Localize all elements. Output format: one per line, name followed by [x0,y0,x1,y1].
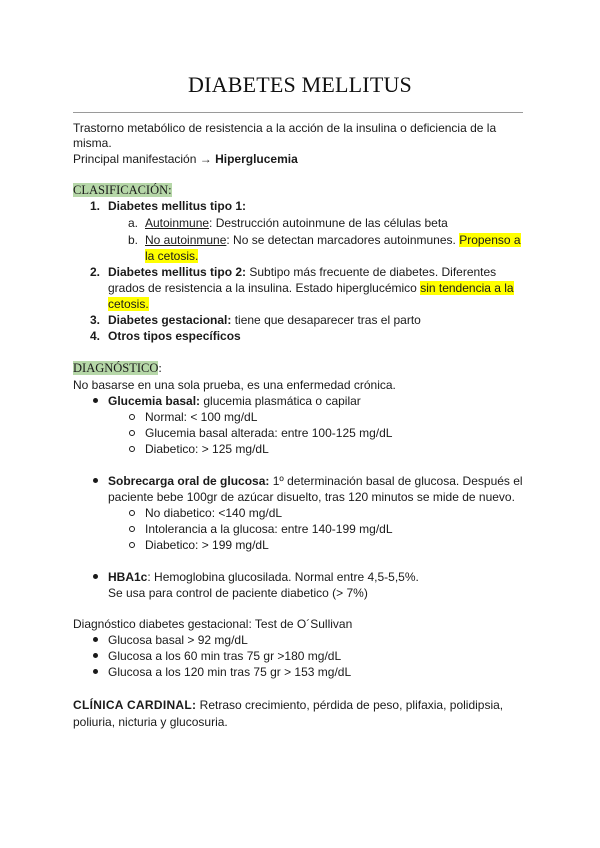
clinica-cardinal-line: CLÍNICA CARDINAL: Retraso crecimiento, pérdida de peso, plifaxia, polidipsia, [73,698,504,712]
osullivan-120min: Glucosa a los 120 min tras 75 gr > 153 mg/dL [108,665,352,679]
hba1c-item: HBA1c: Hemoglobina glucosilada. Normal entre 4,5-5,5%. [108,570,419,584]
list-number-3: 3. [90,313,101,327]
bullet-circle [129,542,135,548]
hba1c-item-cont: Se usa para control de paciente diabetico (> 7%) [108,586,368,600]
bullet-dot [93,478,98,483]
sobrecarga-item: Sobrecarga oral de glucosa: 1º determinación basal de glucosa. Después el [108,474,523,488]
otros-item: Otros tipos específicos [108,329,241,343]
osullivan-60min: Glucosa a los 60 min tras 75 gr >180 mg/dL [108,649,342,663]
bullet-dot [93,398,98,403]
clinica-cardinal-line-2: poliuria, nicturia y glucosuria. [73,715,228,729]
manifestation-prefix: Principal manifestación → [73,152,216,166]
list-number-4: 4. [90,329,101,343]
sobrecarga-item-cont: paciente bebe 100gr de azúcar disuelto, tras 120 minutos se mide de nuevo. [108,490,515,504]
osullivan-basal: Glucosa basal > 92 mg/dL [108,633,248,647]
bullet-dot [93,574,98,579]
bullet-dot [93,653,98,658]
bullet-dot [93,637,98,642]
title-divider [73,112,523,113]
no-autoinmune-item-cont: la cetosis. [145,249,199,263]
gestacional-diagnostico-intro: Diagnóstico diabetes gestacional: Test de O´Sullivan [73,617,353,631]
manifestation-value: Hiperglucemia [215,152,298,166]
dm2-item-cont-2: cetosis. [108,297,149,311]
manifestation-line [73,151,298,167]
bullet-circle [129,430,135,436]
bullet-circle [129,414,135,420]
bullet-circle [129,510,135,516]
autoinmune-item: Autoinmune: Destrucción autoinmune de las células beta [145,216,448,230]
list-number-2: 2. [90,265,101,279]
gestacional-item: Diabetes gestacional: tiene que desaparecer tras el parto [108,313,421,327]
glucemia-basal-item: Glucemia basal: glucemia plasmática o capilar [108,394,361,408]
dm1-title: Diabetes mellitus tipo 1: [108,199,247,213]
list-number-1: 1. [90,199,101,213]
sub-letter-b: b. [128,233,139,247]
glucemia-diabetico: Diabetico: > 125 mg/dL [145,442,269,456]
bullet-dot [93,669,98,674]
diagnostico-intro: No basarse en una sola prueba, es una enfermedad crónica. [73,378,396,392]
sobrecarga-intolerancia: Intolerancia a la glucosa: entre 140-199 mg/dL [145,522,393,536]
glucemia-normal: Normal: < 100 mg/dL [145,410,258,424]
intro-line-1: Trastorno metabólico de resistencia a la acción de la insulina o deficiencia de la [73,121,497,135]
dm2-item-cont: grados de resistencia a la insulina. Estado hiperglucémico sin tendencia a la [108,281,514,295]
clasificacion-heading: CLASIFICACIÓN: [73,183,172,197]
intro-line-2: misma. [73,136,112,150]
sobrecarga-no-diabetico: No diabetico: <140 mg/dL [145,506,283,520]
sobrecarga-diabetico: Diabetico: > 199 mg/dL [145,538,269,552]
diagnostico-heading: DIAGNÓSTICO: [73,361,162,375]
dm2-item: Diabetes mellitus tipo 2: Subtipo más frecuente de diabetes. Diferentes [108,265,497,279]
sub-letter-a: a. [128,216,139,230]
bullet-circle [129,446,135,452]
bullet-circle [129,526,135,532]
glucemia-alterada: Glucemia basal alterada: entre 100-125 mg/dL [145,426,393,440]
no-autoinmune-item: No autoinmune: No se detectan marcadores autoinmunes. Propenso a [145,233,521,247]
page-title: DIABETES MELLITUS [188,72,412,97]
